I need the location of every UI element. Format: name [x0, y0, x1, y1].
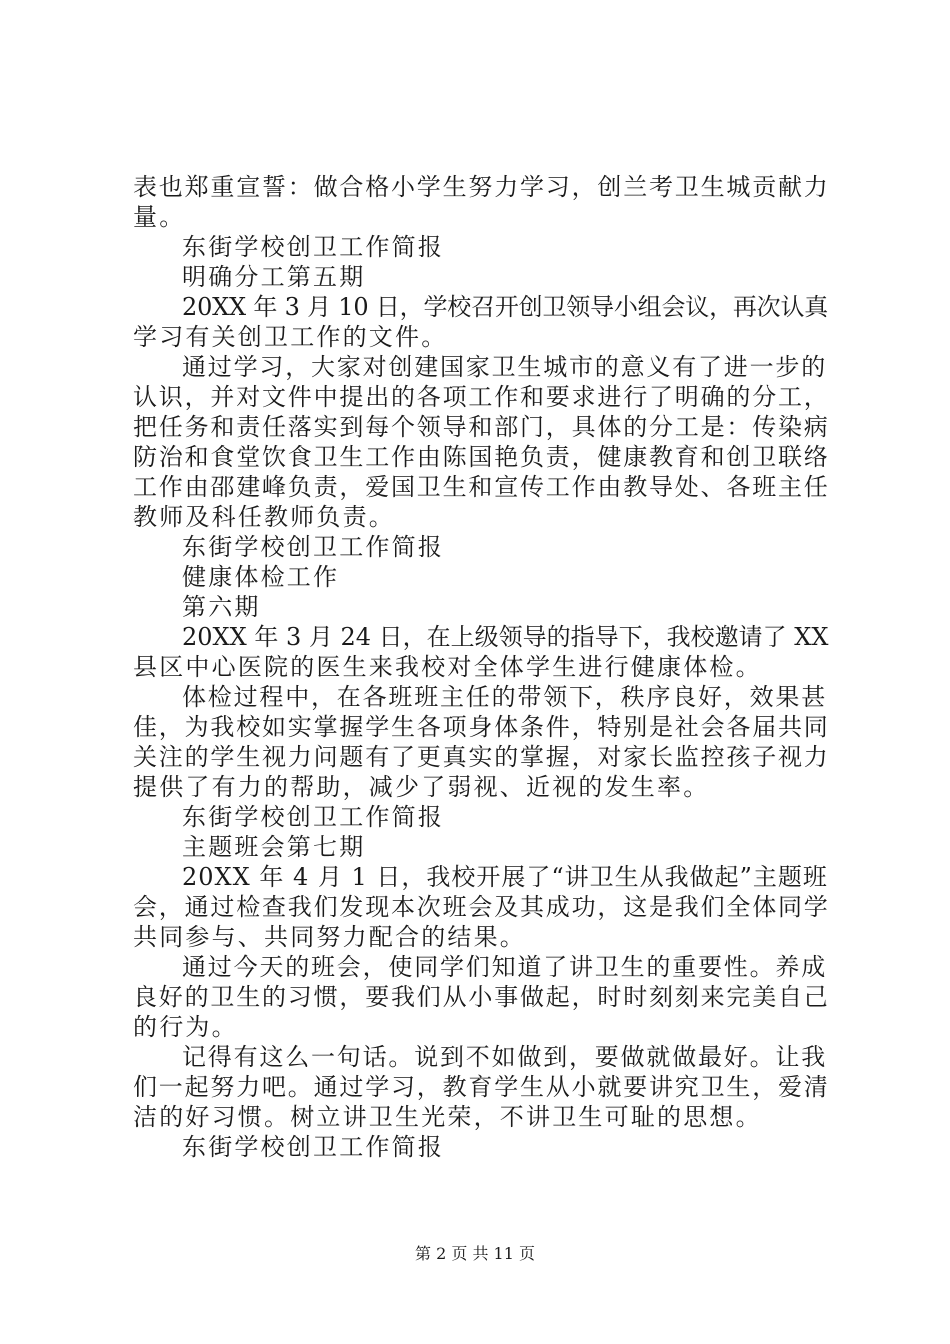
- text-line: 健康体检工作: [182, 563, 340, 591]
- text-line: 明确分工第五期: [182, 263, 366, 291]
- text-line: 第六期: [182, 593, 261, 621]
- text-line: 共同参与、共同努力配合的结果。: [133, 923, 526, 951]
- text-line: 关注的学生视力问题有了更真实的掌握，对家长监控孩子视力: [133, 743, 830, 771]
- text-line: 20XX 年 3 月 10 日，学校召开创卫领导小组会议，再次认真: [182, 293, 829, 321]
- document-body: [133, 172, 830, 1162]
- text-line: 把任务和责任落实到每个领导和部门，具体的分工是：传染病: [133, 413, 830, 441]
- text-line: 东街学校创卫工作简报: [182, 533, 444, 561]
- text-line: 20XX 年 4 月 1 日，我校开展了“讲卫生从我做起”主题班: [182, 863, 828, 891]
- text-line: 东街学校创卫工作简报: [182, 233, 444, 261]
- text-line: 20XX 年 3 月 24 日，在上级领导的指导下，我校邀请了 XX: [182, 623, 829, 651]
- text-line: 工作由邵建峰负责，爱国卫生和宣传工作由教导处、各班主任: [133, 473, 830, 501]
- page-number-footer: 第 2 页 共 11 页: [415, 1244, 535, 1263]
- text-line: 的行为。: [133, 1013, 238, 1041]
- text-line: 们一起努力吧。通过学习，教育学生从小就要讲究卫生，爱清: [133, 1073, 830, 1101]
- text-line: 学习有关创卫工作的文件。: [133, 323, 448, 351]
- text-line: 良好的卫生的习惯，要我们从小事做起，时时刻刻来完美自己: [133, 983, 830, 1011]
- text-line: 通过今天的班会，使同学们知道了讲卫生的重要性。养成: [182, 953, 827, 981]
- text-line: 东街学校创卫工作简报: [182, 803, 444, 831]
- text-line: 表也郑重宣誓：做合格小学生努力学习，创兰考卫生城贡献力: [133, 173, 830, 201]
- text-line: 佳，为我校如实掌握学生各项身体条件，特别是社会各届共同: [133, 713, 830, 741]
- text-line: 县区中心医院的医生来我校对全体学生进行健康体检。: [133, 653, 762, 681]
- text-line: 洁的好习惯。树立讲卫生光荣，不讲卫生可耻的思想。: [133, 1103, 762, 1131]
- text-line: 防治和食堂饮食卫生工作由陈国艳负责，健康教育和创卫联络: [133, 443, 830, 471]
- text-line: 东街学校创卫工作简报: [182, 1133, 444, 1161]
- text-line: 教师及科任教师负责。: [133, 503, 395, 531]
- text-line: 体检过程中，在各班班主任的带领下，秩序良好，效果甚: [182, 683, 827, 711]
- text-line: 提供了有力的帮助，减少了弱视、近视的发生率。: [133, 773, 710, 801]
- text-line: 量。: [133, 203, 186, 231]
- text-line: 认识，并对文件中提出的各项工作和要求进行了明确的分工，: [133, 383, 830, 411]
- text-line: 通过学习，大家对创建国家卫生城市的意义有了进一步的: [182, 353, 827, 381]
- text-line: 主题班会第七期: [182, 833, 366, 861]
- text-line: 记得有这么一句话。说到不如做到，要做就做最好。让我: [182, 1043, 827, 1071]
- text-line: 会，通过检查我们发现本次班会及其成功，这是我们全体同学: [133, 893, 830, 921]
